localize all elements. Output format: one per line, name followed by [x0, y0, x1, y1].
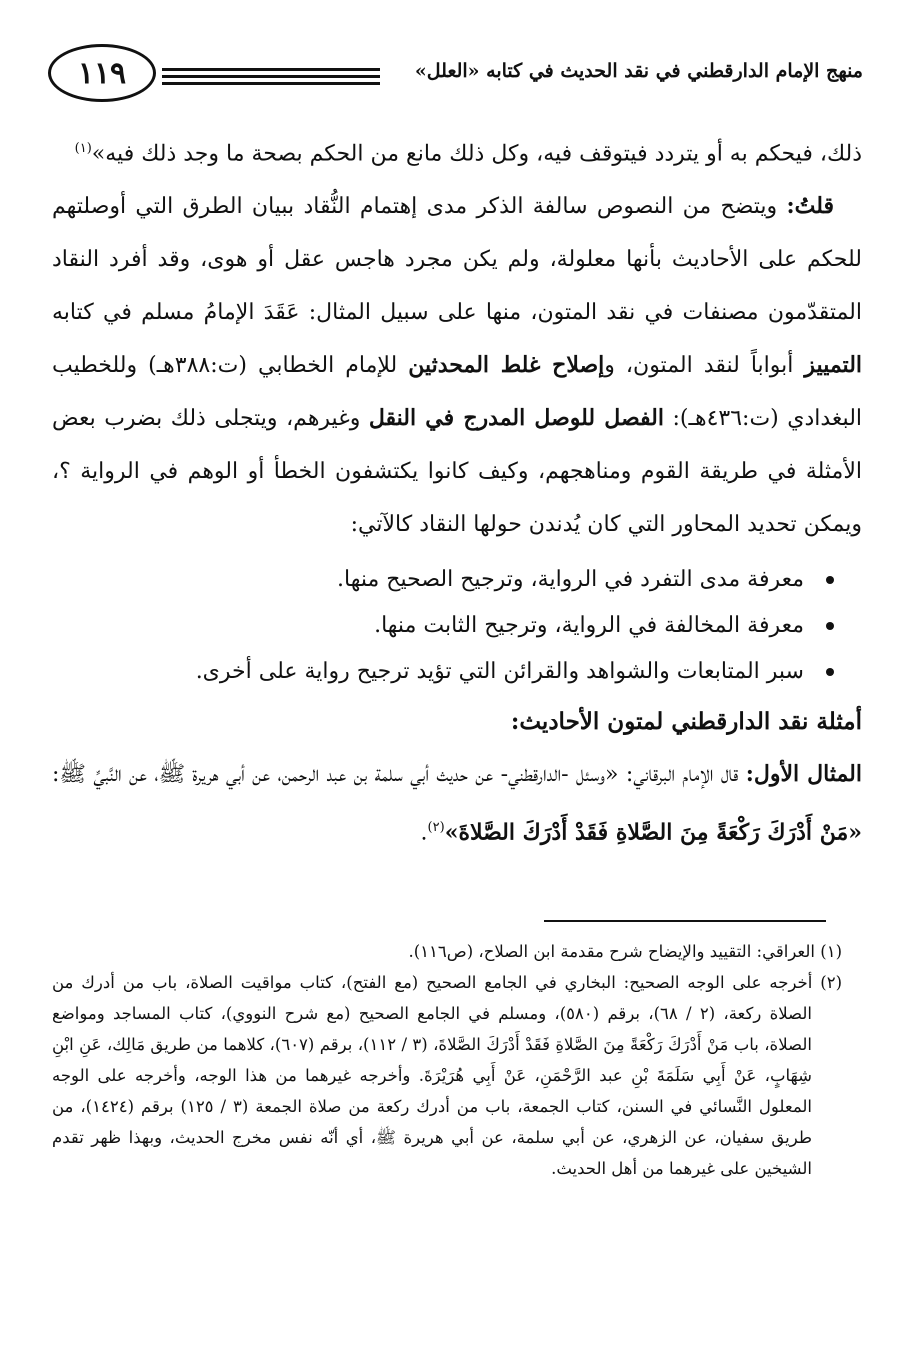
- list-item: [52, 603, 834, 649]
- paragraph-text: قال الإمام البرقاني: «وسئل -الدارقطني- عن حديث أبي سلمة بن عبد الرحمن، عن أبي هريرة ﷺ، عن النَّبيِّ ﷺ:: [52, 762, 746, 788]
- list-item-text: معرفة المخالفة في الرواية، وترجيح الثابت منها.: [374, 613, 804, 639]
- header-rule-line: [162, 68, 380, 71]
- page-number: ١١٩: [48, 44, 156, 102]
- paragraph-text: .: [420, 820, 428, 846]
- paragraph-continuation: [52, 122, 862, 180]
- main-text: [52, 122, 862, 860]
- example-lead: المثال الأول:: [745, 761, 862, 788]
- bullet-icon: [826, 576, 834, 584]
- page-header: [48, 44, 863, 106]
- bullet-icon: [826, 622, 834, 630]
- paragraph-main: [52, 180, 862, 551]
- footnote-2: (٢) أخرجه على الوجه الصحيح: البخاري في الجامع الصحيح (مع الفتح)، كتاب مواقيت الصلاة، باب من أدرك من الصلاة ركعة، (٢ / ٦٨)، برقم (٥٨٠)، ومسلم في الجامع الصحيح (مع شرح النووي)، كتاب المساجد ومواضع الصلاة، باب مَنْ أَدْرَكَ رَكْعَةً مِنَ الصَّلاةِ فَقَدْ أَدْرَكَ الصَّلاةَ، (٣ / ١١٢)، برقم (٦٠٧)، كلاهما من طريق مَالِك، عَنِ ابْنِ شِهَابٍ، عَنْ أَبِي سَلَمَةَ بْنِ عبد الرَّحْمَنِ، عَنْ أَبِي هُرَيْرَةَ. وأخرجه غيرهما من هذا الوجه، وأخرجه على الوجه المعلول النَّسائي في السنن، كتاب الجمعة، باب من أدرك ركعة من صلاة الجمعة (٣ / ١٢٥) برقم (١٤٢٤)، من طريق سفيان، عن الزهري، عن أبي سلمة، عن أبي هريرة ﷺ، أي أنّه نفس مخرج الحديث، وبهذا ظهر تقدم الشيخين على غيرهما من أهل الحديث.: [52, 973, 842, 1178]
- hadith-text: «مَنْ أَدْرَكَ رَكْعَةً مِنَ الصَّلاةِ فَقَدْ أَدْرَكَ الصَّلاةَ»: [444, 819, 862, 846]
- footnote-ref: (١): [74, 141, 92, 156]
- paragraph-text: ويتضح من النصوص سالفة الذكر مدى إهتمام النُّقاد ببيان الطرق التي أوصلتهم للحكم على الأحاديث بأنها معلولة، ولم يكن مجرد هاجس عقل أو هوى، وقد أفرد النقاد المتقدّمون مصنفات في نقد المتون، منها على سبيل المثال: عَقَدَ الإمامُ مسلم في كتابه: [52, 194, 862, 326]
- footnote-separator: [544, 920, 826, 922]
- list-item: [52, 557, 834, 603]
- list-item-text: سبر المتابعات والشواهد والقرائن التي تؤيد ترجيح رواية على أخرى.: [195, 659, 804, 685]
- bullet-list: [52, 557, 862, 695]
- footnote-ref: (٢): [427, 820, 445, 836]
- running-title: منهج الإمام الدارقطني في نقد الحديث في كتابه «العلل»: [414, 60, 863, 82]
- paragraph-text: أبواباً لنقد المتون، و: [604, 353, 805, 379]
- paragraph-text: ذلك، فيحكم به أو يتردد فيتوقف فيه، وكل ذلك مانع من الحكم بصحة ما وجد ذلك فيه»: [91, 141, 862, 167]
- header-rule-line: [162, 75, 380, 78]
- paragraph-text: وغيرهم، ويتجلى ذلك بضرب بعض الأمثلة في طريقة القوم ومناهجهم، وكيف كانوا يكتشفون الخطأ أو الوهم في الرواية ؟، ويمكن تحديد المحاور التي كان يُدندن حولها النقاد كالآتي:: [52, 406, 862, 538]
- footnotes: [52, 936, 842, 1184]
- qultu-lead: قلتُ:: [786, 193, 834, 220]
- footnote-1: (١) العراقي: التقييد والإيضاح شرح مقدمة ابن الصلاح، (ص١١٦).: [408, 942, 842, 961]
- example-paragraph: [52, 748, 862, 859]
- list-item: [52, 649, 834, 695]
- paragraph-text: للإمام الخطابي (ت:٣٨٨هـ) وللخطيب البغدادي (ت:٤٣٦هـ):: [52, 353, 863, 432]
- book-title: إصلاح غلط المحدثين: [408, 352, 605, 379]
- section-heading: أمثلة نقد الدارقطني لمتون الأحاديث:: [510, 708, 862, 736]
- book-title: التمييز: [804, 352, 863, 379]
- header-rule-line: [162, 82, 380, 85]
- header-rule: [162, 68, 380, 89]
- bullet-icon: [826, 668, 834, 676]
- list-item-text: معرفة مدى التفرد في الرواية، وترجيح الصحيح منها.: [337, 567, 804, 593]
- book-title: الفصل للوصل المدرج في النقل: [368, 405, 664, 432]
